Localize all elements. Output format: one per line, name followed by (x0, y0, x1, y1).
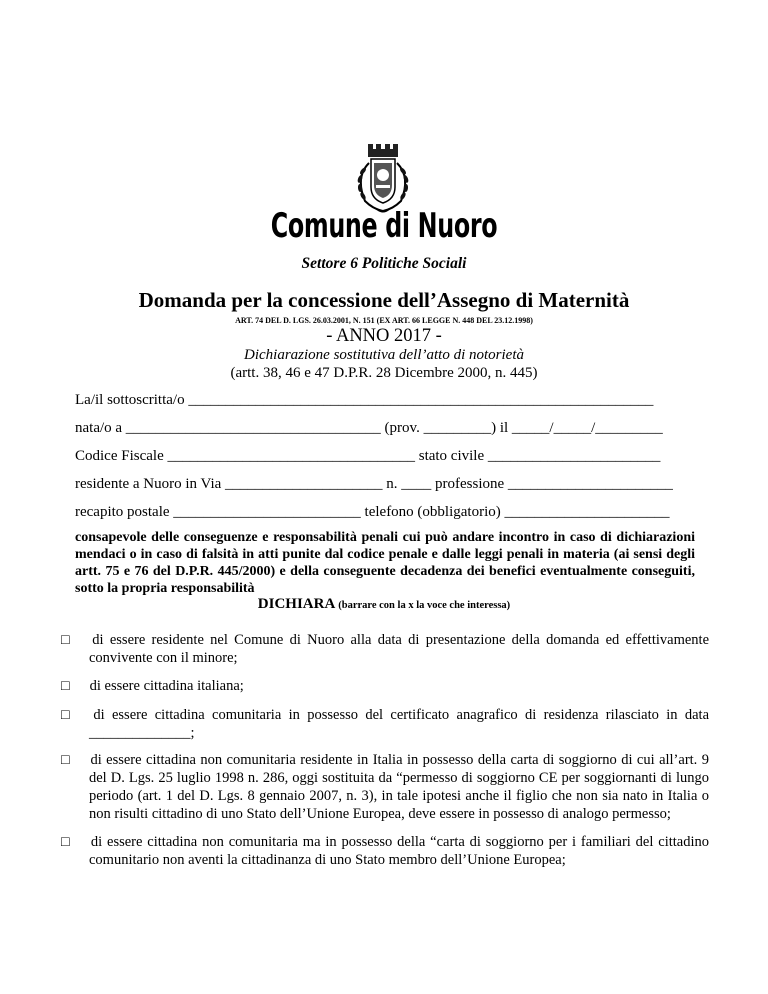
option-item (61, 677, 709, 695)
option-text: di essere cittadina non comunitaria ma in possesso della “carta di soggiorno per i familiari del cittadino comunitario non aventi la cittadinanza di uno Stato membro dell’Unione Europea; (89, 834, 709, 868)
checkbox-icon[interactable]: □ (61, 678, 70, 694)
declaration-subtitle: Dichiarazione sostitutiva dell’atto di notorietà (244, 347, 524, 363)
dichiara-note: (barrare con la x la voce che interessa) (338, 600, 511, 611)
checkbox-icon[interactable]: □ (61, 632, 70, 648)
checkbox-icon[interactable]: □ (61, 834, 70, 850)
document-title: Domanda per la concessione dell’Assegno di Maternità (138, 288, 630, 312)
option-text: di essere cittadina italiana; (89, 678, 244, 694)
field-recapito[interactable]: recapito postale _________________________ telefono (obbligatorio) ______________________ (75, 504, 670, 520)
checkbox-icon[interactable]: □ (61, 707, 70, 723)
comune-name: Comune di Nuoro (270, 206, 498, 246)
legal-reference: ART. 74 DEL D. LGS. 26.03.2001, N. 151 (EX ART. 66 LEGGE N. 448 DEL 23.12.1998) (235, 316, 533, 325)
responsibility-statement: consapevole delle conseguenze e responsabilità penali cui può andare incontro in caso di dichiarazioni mendaci o in caso di falsità in atti punite dal codice penale e dalle leggi penali in materia (ai sensi degli artt. 75 e 76 del D.P.R. 445/2000) e della conseguente decadenza dei benefici eventualmente conseguiti, sotto la propria responsabilità (75, 530, 695, 596)
option-text: di essere cittadina non comunitaria residente in Italia in possesso della carta di soggiorno di cui all’art. 9 del D. Lgs. 25 luglio 1998 n. 286, oggi sostituita da “permesso di soggiorno CE per soggiornanti di lungo periodo (art. 1 del D. Lgs. 8 gennaio 2007, n. 3), in tale ipotesi anche il figlio che non sia nato in Italia o non risulti cittadino di uno Stato dell’Unione Europea, deve essere in possesso di analogo permesso; (89, 752, 709, 822)
option-item (61, 706, 710, 742)
option-text: di essere residente nel Comune di Nuoro alla data di presentazione della domanda ed effettivamente convivente con il minore; (89, 632, 710, 666)
option-item (61, 631, 710, 667)
checkbox-icon[interactable]: □ (61, 752, 70, 768)
option-item (61, 751, 709, 823)
field-residenza[interactable]: residente a Nuoro in Via _____________________ n. ____ professione ______________________ (75, 476, 673, 492)
settore-subtitle: Settore 6 Politiche Sociali (301, 255, 467, 272)
option-item (61, 833, 709, 869)
articles-reference: (artt. 38, 46 e 47 D.P.R. 28 Dicembre 2000, n. 445) (230, 365, 538, 381)
option-text: di essere cittadina comunitaria in possesso del certificato anagrafico di residenza rilasciato in data ______________; (89, 707, 710, 741)
field-codice-fiscale[interactable]: Codice Fiscale _________________________________ stato civile _______________________ (75, 448, 661, 464)
year-heading: - ANNO 2017 - (326, 326, 442, 346)
dichiara-label: DICHIARA (257, 596, 335, 612)
dichiara-heading (0, 596, 768, 613)
field-sottoscritto[interactable]: La/il sottoscritta/o ______________________________________________________________ (75, 392, 654, 408)
field-nascita[interactable]: nata/o a __________________________________ (prov. _________) il _____/_____/_________ (75, 420, 663, 436)
